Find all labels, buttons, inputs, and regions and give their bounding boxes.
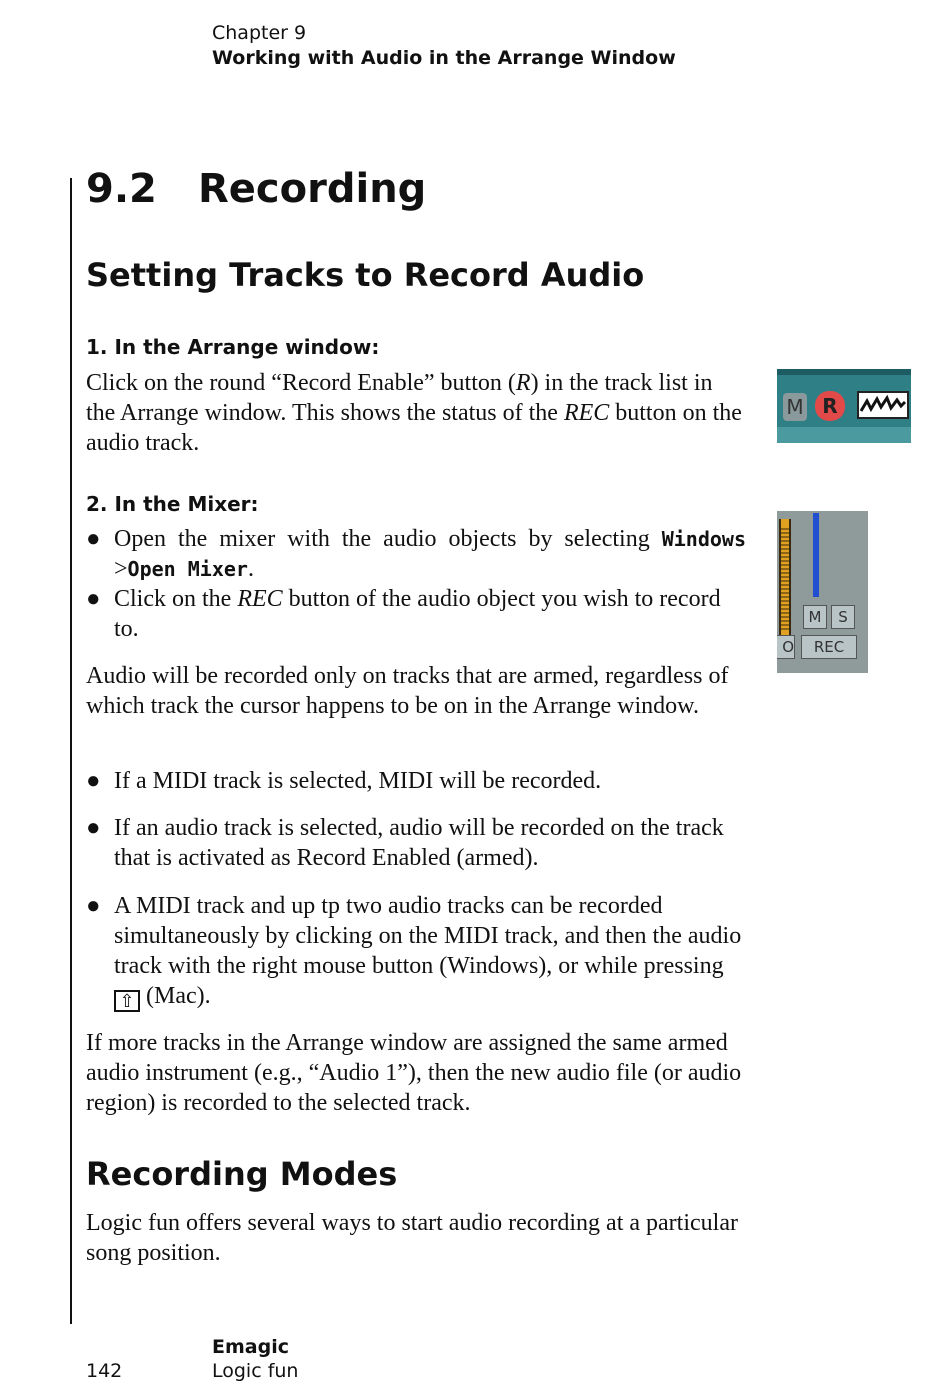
rec-button: REC — [801, 635, 857, 659]
bullet-dot: ● — [86, 586, 101, 612]
record-enable-button: R — [815, 391, 845, 421]
step1-heading: 1. In the Arrange window: — [86, 335, 380, 359]
step2-heading: 2. In the Mixer: — [86, 492, 259, 516]
bullet-dot: ● — [86, 893, 101, 919]
armed-paragraph: Audio will be recorded only on tracks that are armed, regardless of which track the cursor happens to be on in the Arrange window. — [86, 663, 729, 719]
more-tracks-paragraph: If more tracks in the Arrange window are assigned the same armed audio instrument (e.g., “Audio 1”), then the new audio file (or audio region) is recorded to the selected track. — [86, 1030, 742, 1116]
chapter-label: Chapter 9 — [212, 22, 307, 44]
bullet-midi-track — [86, 766, 746, 796]
bullet-text: Click on the REC button of the audio object you wish to record to. — [114, 586, 721, 642]
footer-brand: Emagic — [212, 1336, 289, 1358]
footer-product: Logic fun — [212, 1360, 299, 1382]
shift-key-icon: ⇧ — [114, 990, 140, 1012]
subheading-setting-tracks: Setting Tracks to Record Audio — [86, 256, 645, 294]
step1-paragraph: Click on the round “Record Enable” button (R) in the track list in the Arrange window. This shows the status of the REC button on the audio track. — [86, 370, 742, 456]
partial-button: O — [777, 635, 795, 659]
mixer-strip-screenshot — [777, 511, 868, 673]
bullet-click-rec — [86, 584, 746, 644]
mute-button: M — [803, 605, 827, 629]
menu-open-mixer: Open Mixer — [127, 557, 248, 581]
bullet-dot: ● — [86, 526, 101, 552]
screenshot-band — [777, 369, 911, 375]
track-buttons-screenshot — [777, 369, 911, 443]
bullet-open-mixer — [86, 524, 746, 584]
level-meter — [779, 519, 791, 635]
bullet-dot: ● — [86, 815, 101, 841]
volume-fader — [813, 513, 819, 597]
bullet-text: A MIDI track and up tp two audio tracks can be recorded simultaneously by clicking on the MIDI track, and then the audio track with the right mouse button (Windows), or while pressing ⇧ (Mac). — [114, 893, 742, 1012]
bullet-simultaneous — [86, 891, 746, 1012]
waveform-icon — [857, 391, 909, 419]
bullet-audio-track — [86, 813, 746, 873]
waveform-icon-graphic — [859, 393, 907, 417]
page-number: 142 — [86, 1360, 123, 1382]
bullet-text: If an audio track is selected, audio will be recorded on the track that is activated as Record Enabled (armed). — [114, 815, 724, 871]
chapter-title: Working with Audio in the Arrange Window — [212, 47, 676, 69]
level-meter-graphic — [779, 519, 791, 635]
section-title: Recording — [198, 166, 427, 212]
subheading-recording-modes: Recording Modes — [86, 1155, 398, 1193]
bullet-text: Open the mixer with the audio objects by selecting Windows >Open Mixer. — [114, 526, 746, 582]
menu-windows: Windows — [661, 527, 746, 551]
bullet-text: If a MIDI track is selected, MIDI will be recorded. — [114, 768, 602, 794]
screenshot-band — [777, 427, 911, 443]
mute-button: M — [783, 393, 807, 421]
solo-button: S — [831, 605, 855, 629]
recording-modes-paragraph: Logic fun offers several ways to start audio recording at a particular song position. — [86, 1210, 738, 1266]
bullet-dot: ● — [86, 768, 101, 794]
margin-rule — [70, 178, 72, 1324]
section-number: 9.2 — [86, 166, 157, 212]
